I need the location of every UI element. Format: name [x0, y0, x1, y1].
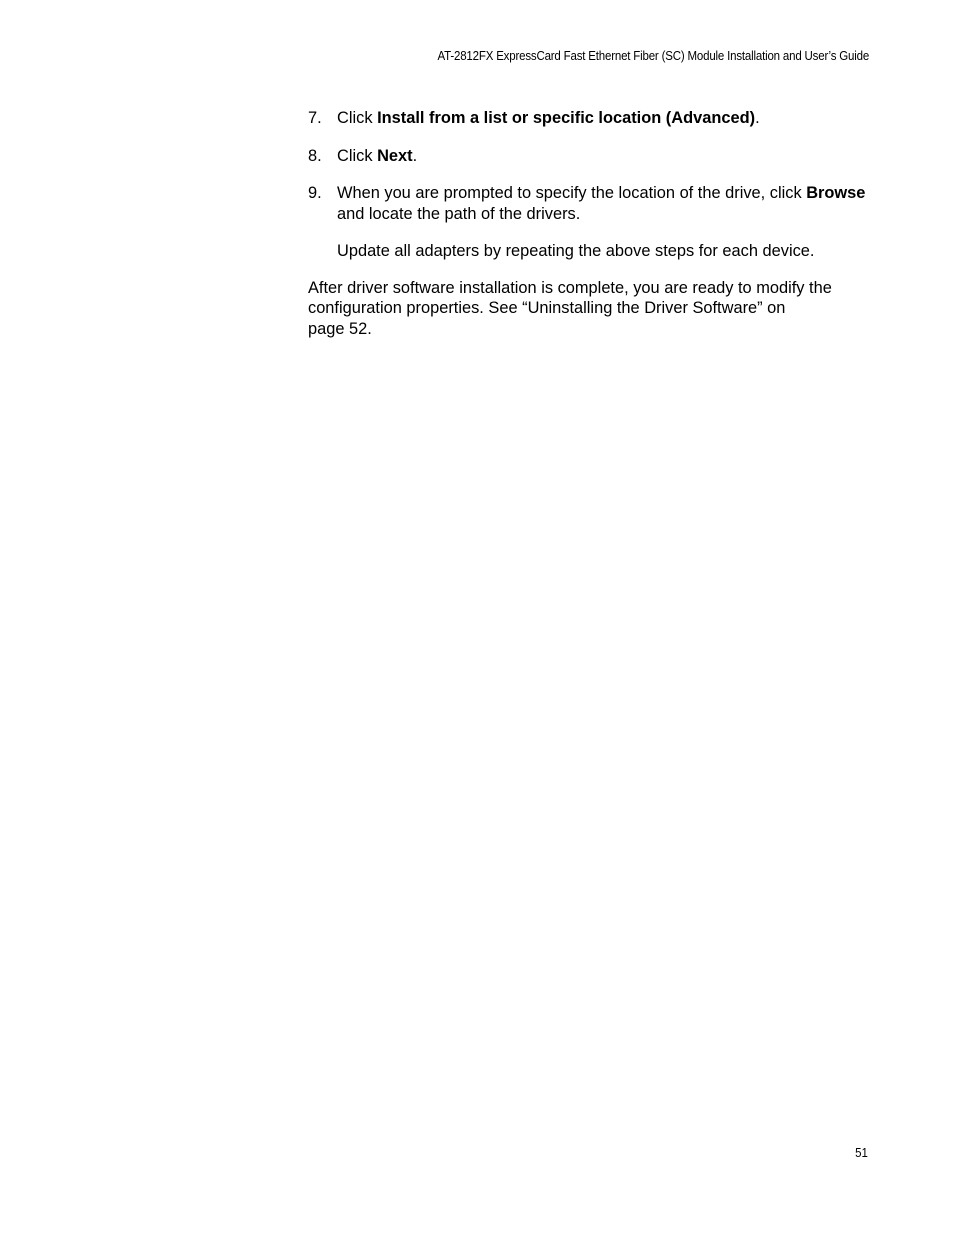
step-note: Update all adapters by repeating the above steps for each device.	[337, 242, 815, 260]
paragraph-line: After driver software installation is complete, you are ready to modify the	[308, 278, 832, 297]
step-punct: .	[412, 146, 418, 165]
step-punct: .	[755, 109, 760, 127]
step-9	[308, 183, 868, 224]
step-ui-label: Browse	[806, 184, 866, 202]
step-8	[308, 146, 868, 167]
running-header: AT-2812FX ExpressCard Fast Ethernet Fiber (SC) Module Installation and User’s Guide	[437, 49, 869, 63]
paragraph-line: configuration properties. See “Uninstalling the Driver Software” on	[308, 299, 786, 317]
closing-paragraph	[308, 278, 868, 340]
step-text-tail: and locate the path of the drivers.	[337, 204, 581, 223]
step-7	[308, 108, 868, 129]
step-ui-label: Install from a list or specific location (Advanced)	[377, 109, 756, 127]
step-text: When you are prompted to specify the location of the drive, click	[337, 184, 807, 202]
paragraph-line: page 52.	[308, 319, 372, 338]
step-ui-label: Next	[377, 146, 413, 165]
step-text: Click	[337, 109, 378, 127]
page-number: 51	[855, 1146, 868, 1160]
step-number: 7.	[308, 109, 322, 127]
step-number: 9.	[308, 184, 322, 202]
step-text: Click	[337, 146, 378, 165]
step-number: 8.	[308, 146, 322, 165]
document-body	[308, 108, 868, 339]
